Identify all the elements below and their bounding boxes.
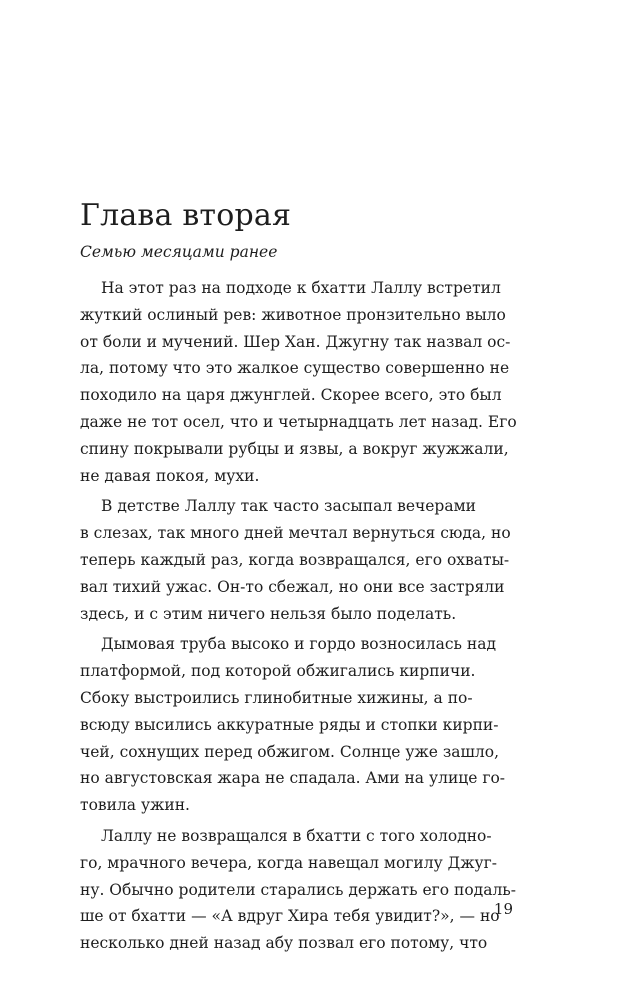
text-line: ла, потому что это жалкое существо совершенно не (80, 359, 510, 378)
text-line: но августовская жара не спадала. Ами на улице го- (80, 769, 506, 788)
text-line: ну. Обычно родители старались держать его подаль- (80, 880, 516, 899)
body-text (80, 275, 520, 961)
text-line: На этот раз на подходе к бхатти Лаллу встретил (101, 279, 501, 297)
text-line: платформой, под которой обжигались кирпичи. (80, 662, 476, 681)
chapter-subtitle: Семью месяцами ранее (80, 243, 278, 261)
text-line: Сбоку выстроились глинобитные хижины, а по- (80, 688, 473, 707)
paragraph (80, 493, 520, 627)
chapter-title: Глава вторая (80, 198, 292, 233)
text-line: походило на царя джунглей. Скорее всего, это был (80, 386, 502, 405)
text-line: спину покрывали рубцы и язвы, а вокруг жужжали, (80, 439, 509, 458)
paragraph (80, 275, 520, 489)
text-line: несколько дней назад абу позвал его потому, что (80, 934, 488, 953)
paragraph (80, 631, 520, 819)
text-line: ше от бхатти — «А вдруг Хира тебя увидит?», — но (80, 907, 500, 926)
text-line: от боли и мучений. Шер Хан. Джугну так назвал ос- (80, 332, 511, 351)
text-line: Дымовая труба высоко и гордо возносилась над (101, 635, 497, 654)
text-line: здесь, и с этим ничего нельзя было поделать. (80, 604, 457, 623)
text-line: теперь каждый раз, когда возвращался, его охваты- (80, 550, 510, 569)
text-line: Лаллу не возвращался в бхатти с того холодно- (101, 826, 492, 845)
text-line: чей, сохнущих перед обжигом. Солнце уже зашло, (80, 742, 500, 761)
text-line: В детстве Лаллу так часто засыпал вечерами (101, 497, 476, 516)
text-line: жуткий ослиный рев: животное пронзительно выло (80, 305, 506, 324)
text-line: не давая покоя, мухи. (80, 466, 260, 485)
text-line: всюду высились аккуратные ряды и стопки кирпи- (80, 715, 499, 734)
text-line: товила ужин. (80, 796, 190, 815)
paragraph (80, 823, 520, 957)
text-line: даже не тот осел, что и четырнадцать лет назад. Его (80, 412, 517, 431)
page-number: 19 (493, 900, 513, 918)
text-line: го, мрачного вечера, когда навещал могилу Джуг- (80, 853, 497, 872)
text-line: вал тихий ужас. Он-то сбежал, но они все застряли (80, 577, 505, 596)
text-line: в слезах, так много дней мечтал вернуться сюда, но (80, 524, 511, 543)
